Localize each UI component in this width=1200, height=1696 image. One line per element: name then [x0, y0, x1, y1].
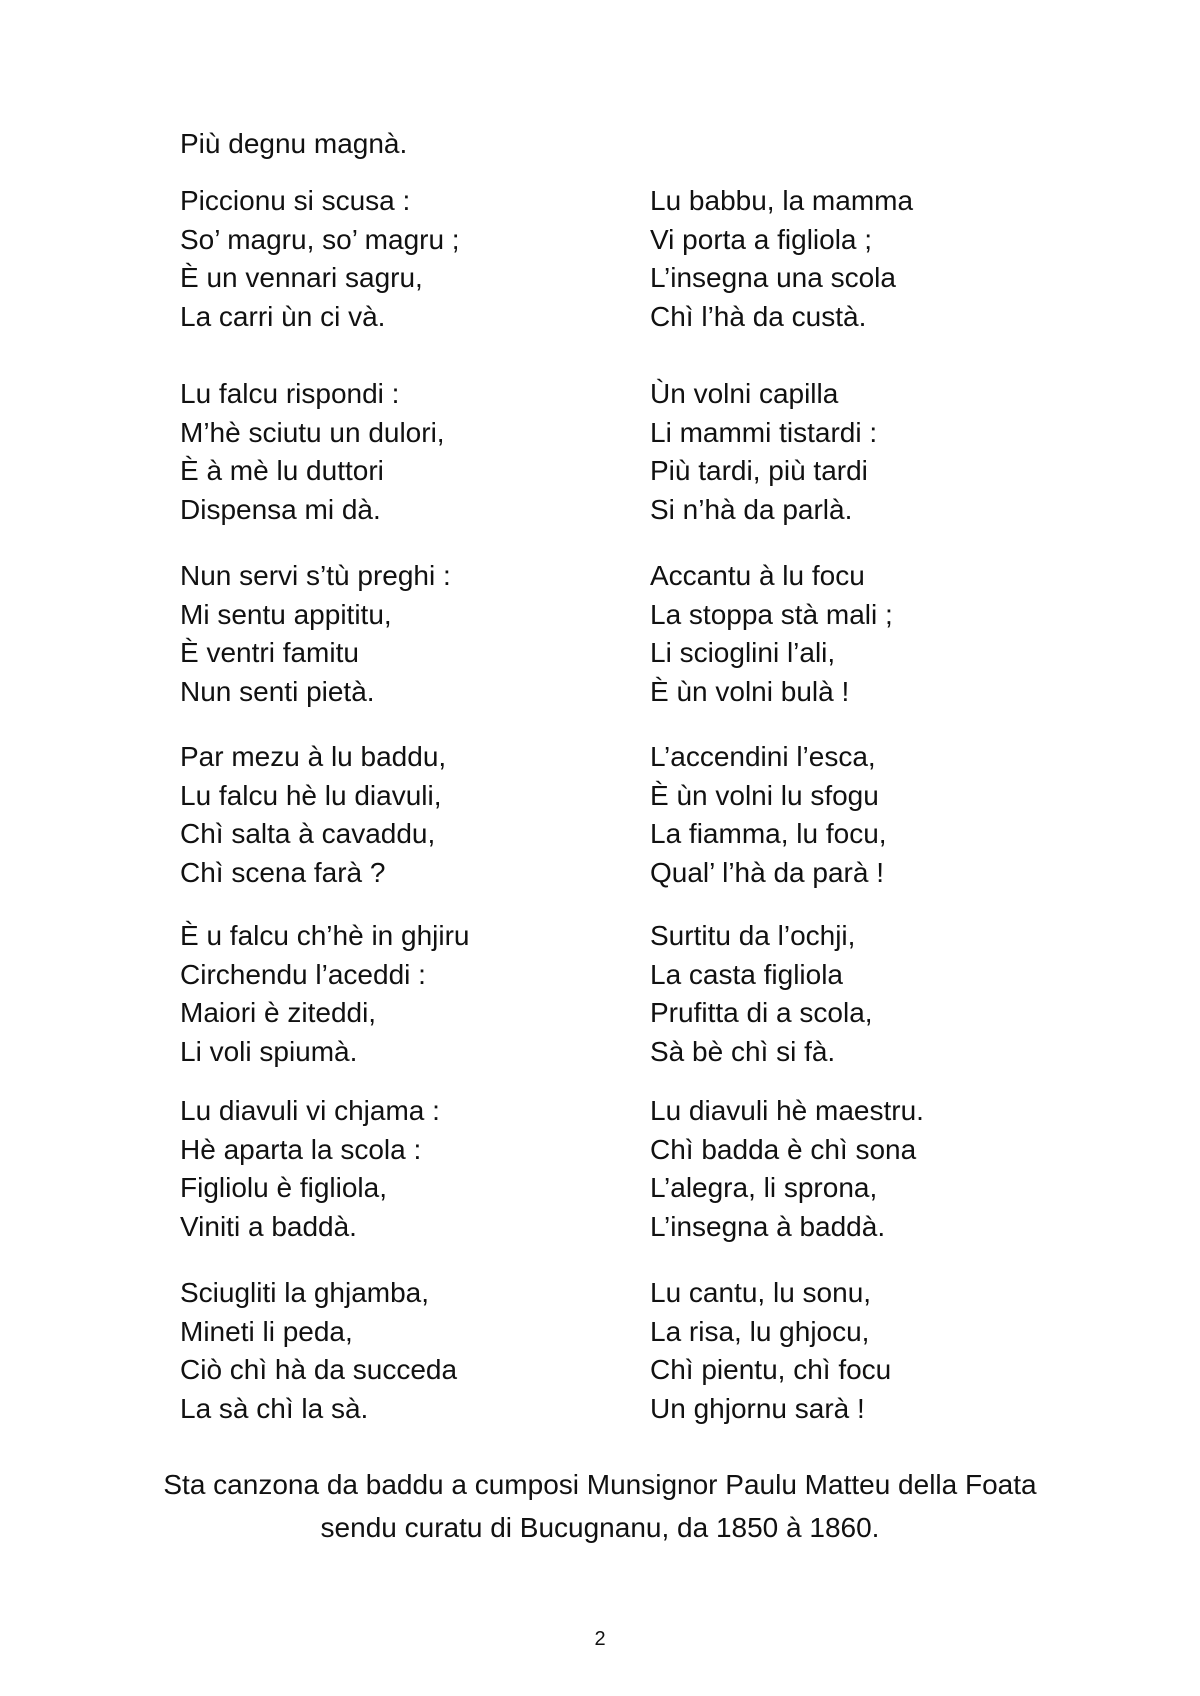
- stanza-right-5: [650, 917, 873, 1071]
- authorship-note: [0, 1463, 1200, 1549]
- verse-line: Viniti a baddà.: [180, 1210, 357, 1242]
- verse-line: La fiamma, lu focu,: [650, 818, 887, 849]
- stanza-right-4: [650, 738, 887, 892]
- stanza-left-4: [180, 738, 446, 892]
- verse-line: Sà bè chì si fà.: [650, 1035, 836, 1067]
- verse-line: Chì scena farà ?: [180, 856, 386, 888]
- verse-line: L’alegra, li sprona,: [650, 1172, 878, 1203]
- stanza-left-3: [180, 557, 451, 711]
- verse-line: Qual’ l’hà da parà !: [650, 856, 884, 888]
- verse-line: Un ghjornu sarà !: [650, 1392, 865, 1424]
- verse-line: La sà chì la sà.: [180, 1392, 369, 1424]
- verse-line: Circhendu l’aceddi :: [180, 958, 426, 990]
- verse-line: Mineti li peda,: [180, 1315, 353, 1347]
- verse-line: È ventri famitu: [180, 637, 359, 668]
- verse-line: Prufitta di a scola,: [650, 997, 873, 1028]
- verse-line: È ùn volni lu sfogu: [650, 779, 879, 811]
- verse-line: L’accendini l’esca,: [650, 741, 876, 772]
- verse-line: Chì l’hà da custà.: [650, 300, 867, 332]
- page-number: 2: [594, 1628, 606, 1650]
- verse-line: Lu diavuli hè maestru.: [650, 1095, 924, 1126]
- verse-line: È à mè lu duttori: [180, 455, 384, 486]
- stanza-left-2: [180, 375, 445, 529]
- verse-line: Lu babbu, la mamma: [650, 185, 914, 216]
- verse-line: Lu falcu hè lu diavuli,: [180, 779, 442, 811]
- verse-line: Figliolu è figliola,: [180, 1172, 387, 1203]
- verse-line: La casta figliola: [650, 958, 844, 990]
- stanza-left-7: [180, 1274, 457, 1428]
- authorship-note-line-1: Sta canzona da baddu a cumposi Munsignor Paulu Matteu della Foata: [163, 1469, 1037, 1500]
- verse-line: È u falcu ch’hè in ghjiru: [180, 920, 470, 951]
- verse-line: Li mammi tistardi :: [650, 416, 878, 448]
- verse-line: Par mezu à lu baddu,: [180, 741, 447, 772]
- verse-line: Sciugliti la ghjamba,: [180, 1277, 430, 1308]
- authorship-note-line-2: sendu curatu di Bucugnanu, da 1850 à 1860.: [320, 1512, 880, 1543]
- verse-line: Ciò chì hà da succeda: [180, 1354, 458, 1385]
- verse-line: Ùn volni capilla: [650, 378, 839, 409]
- verse-line: Chì badda è chì sona: [650, 1133, 917, 1165]
- stanza-left-1: [180, 182, 460, 336]
- verse-line: Nun senti pietà.: [180, 675, 375, 707]
- verse-line: Mi sentu appititu,: [180, 598, 392, 630]
- verse-line: È un vennari sagru,: [180, 262, 423, 293]
- verse-line: Lu diavuli vi chjama :: [180, 1095, 440, 1126]
- verse-line: L’insegna à baddà.: [650, 1210, 886, 1242]
- verse-line: Accantu à lu focu: [650, 560, 865, 591]
- verse-line: Si n’hà da parlà.: [650, 493, 853, 525]
- verse-line: Hè aparta la scola :: [180, 1133, 422, 1165]
- verse-line: La carri ùn ci và.: [180, 300, 386, 332]
- verse-line: Surtitu da l’ochji,: [650, 920, 856, 951]
- stanza-left-6: [180, 1092, 440, 1246]
- verse-line: Più tardi, più tardi: [650, 455, 868, 486]
- verse-line: Vi porta a figliola ;: [650, 223, 873, 255]
- verse-line: Chì pientu, chì focu: [650, 1354, 892, 1385]
- stanza-left-5: [180, 917, 470, 1071]
- stanza-right-2: [650, 375, 877, 529]
- stanza-right-7: [650, 1274, 891, 1428]
- verse-line: È ùn volni bulà !: [650, 675, 850, 707]
- stanza-right-1: [650, 182, 913, 336]
- verse-line: Dispensa mi dà.: [180, 493, 381, 525]
- verse-line: So’ magru, so’ magru ;: [180, 223, 460, 255]
- stanza-right-6: [650, 1092, 924, 1246]
- verse-line: La risa, lu ghjocu,: [650, 1315, 870, 1347]
- verse-line: Lu falcu rispondi :: [180, 378, 400, 409]
- verse-line: La stoppa stà mali ;: [650, 598, 893, 630]
- verse-line: M’hè sciutu un dulori,: [180, 416, 445, 448]
- verse-line: Nun servi s’tù preghi :: [180, 560, 451, 591]
- verse-line: Piccionu si scusa :: [180, 185, 411, 216]
- verse-line: Lu cantu, lu sonu,: [650, 1277, 872, 1308]
- verse-line: Li voli spiumà.: [180, 1035, 358, 1067]
- stanza-right-3: [650, 557, 893, 711]
- verse-line: Maiori è ziteddi,: [180, 997, 377, 1028]
- verse-line: Chì salta à cavaddu,: [180, 818, 436, 849]
- intro-line: Più degnu magnà.: [180, 128, 408, 159]
- verse-line: Li scioglini l’ali,: [650, 637, 836, 668]
- verse-line: L’insegna una scola: [650, 262, 896, 293]
